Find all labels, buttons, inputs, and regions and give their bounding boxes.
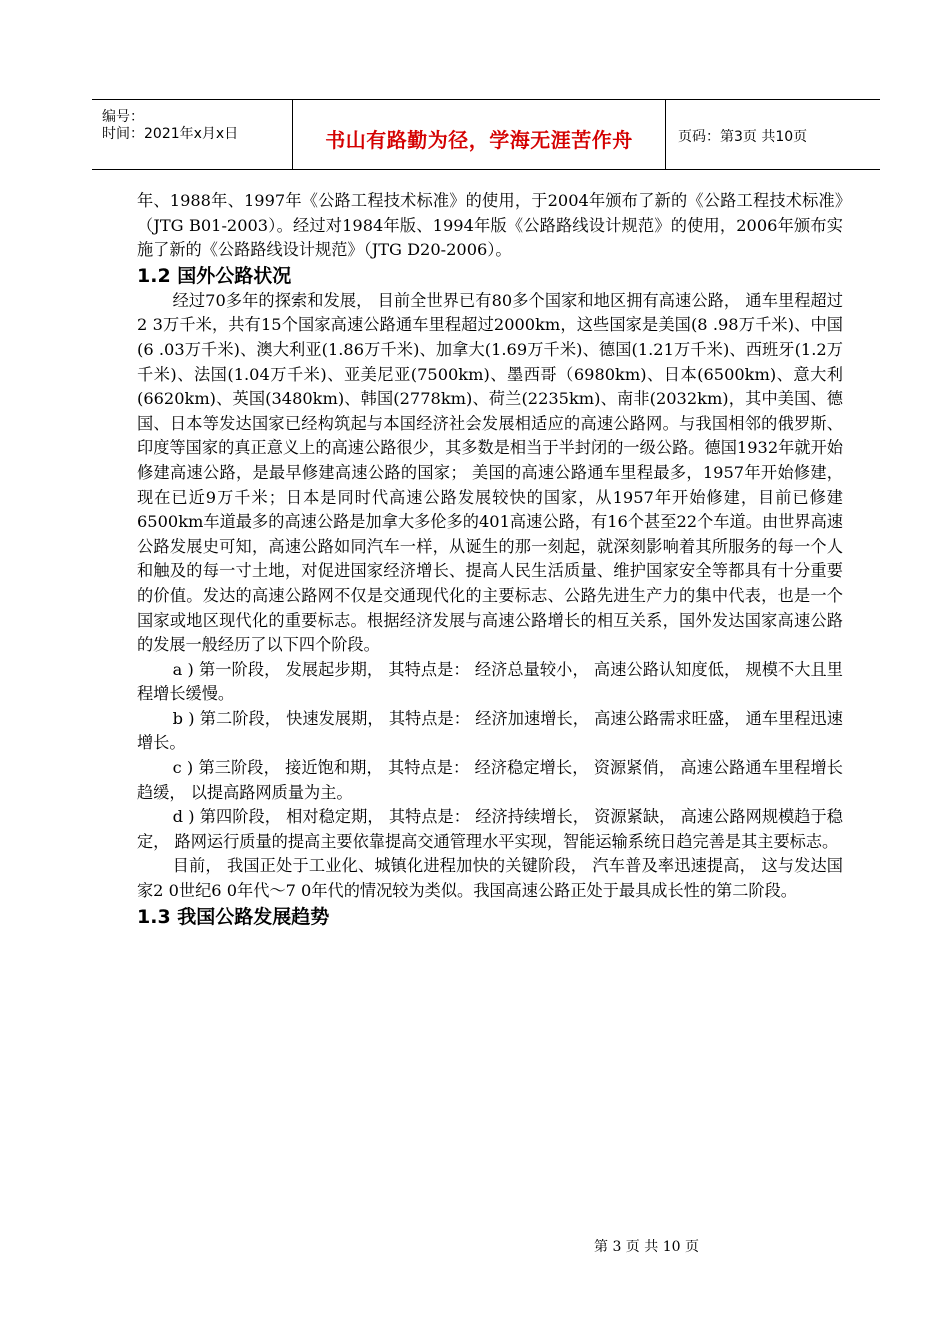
page-header xyxy=(92,99,880,170)
serial-number-label: 编号： xyxy=(102,109,144,125)
current-status-paragraph: 目前， 我国正处于工业化、城镇化进程加快的关键阶段， 汽车普及率迅速提高， 这与发达国家2 0世纪6 0年代～7 0年代的情况较为类似。我国高速公路正处于最具成长性的第二阶段。 xyxy=(137,856,843,901)
header-meta-cell xyxy=(92,100,293,169)
intro-paragraph: 年、1988年、1997年《公路工程技术标准》的使用，于2004年颁布了新的《公路工程技术标准》（JTG B01-2003）。经过对1984年版、1994年版《公路路线设计规范》的使用，2006年颁布实施了新的《公路路线设计规范》（JTG D20-2006）。 xyxy=(137,191,843,260)
section-heading-1-2: 1.2 国外公路状况 xyxy=(137,264,292,287)
time-label: 时间：2021年x月x日 xyxy=(102,126,239,142)
header-motto-cell xyxy=(293,100,666,169)
page-footer: 第 3 页 共 10 页 xyxy=(594,1239,699,1255)
section-heading-1-3: 1.3 我国公路发展趋势 xyxy=(137,905,330,928)
overseas-highways-paragraph: 经过70多年的探索和发展， 目前全世界已有80多个国家和地区拥有高速公路， 通车里程超过2 3万千米，共有15个国家高速公路通车里程超过2000km，这些国家是美国(8 .98万千米)、中国(6 .03万千米)、澳大利亚(1.86万千米)、加拿大(1.69万千米)、德国(1.21万千米)、西班牙(1.2万千米)、法国(1.04万千米)、亚美尼亚(7500km)、墨西哥（6980km)、日本(6500km)、意大利(6620km)、英国(3480km)、韩国(2778km)、荷兰(2235km)、南非(2032km)，其中美国、德国、日本等发达国家已经构筑起与本国经济社会发展相适应的高速公路网。与我国相邻的俄罗斯、印度等国家的真正意义上的高速公路很少，其多数是相当于半封闭的一级公路。德国1932年就开始修建高速公路，是最早修建高速公路的国家； 美国的高速公路通车里程最多，1957年开始修建，现在已近9万千米；日本是同时代高速公路发展较快的国家，从1957年开始修建，目前已修建6500km车道最多的高速公路是加拿大多伦多的401高速公路，有16个甚至22个车道。由世界高速公路发展史可知，高速公路如同汽车一样，从诞生的那一刻起，就深刻影响着其所服务的每一个人和触及的每一寸土地，对促进国家经济增长、提高人民生活质量、维护国家安全等都具有十分重要的价值。发达的高速公路网不仅是交通现代化的主要标志、公路先进生产力的集中代表，也是一个国家或地区现代化的重要标志。根据经济发展与高速公路增长的相互关系，国外发达国家高速公路的发展一般经历了以下四个阶段。 xyxy=(137,290,843,655)
stage-b-paragraph: b ) 第二阶段， 快速发展期， 其特点是： 经济加速增长， 高速公路需求旺盛， 通车里程迅速增长。 xyxy=(137,708,843,753)
header-page-cell xyxy=(666,100,880,169)
motto-text: 书山有路勤为径，学海无涯苦作舟 xyxy=(325,128,633,152)
stage-d-paragraph: d ) 第四阶段， 相对稳定期， 其特点是： 经济持续增长， 资源紧缺， 高速公路网规模趋于稳定， 路网运行质量的提高主要依靠提高交通管理水平实现，智能运输系统日趋完善是其主要标志。 xyxy=(137,807,843,851)
stage-c-paragraph: c ) 第三阶段， 接近饱和期， 其特点是： 经济稳定增长， 资源紧俏， 高速公路通车里程增长趋缓， 以提高路网质量为主。 xyxy=(137,758,843,802)
stage-a-paragraph: a ) 第一阶段， 发展起步期， 其特点是： 经济总量较小， 高速公路认知度低， 规模不大且里程增长缓慢。 xyxy=(137,659,843,704)
document-body xyxy=(137,189,843,930)
page-info: 页码：第3页 共10页 xyxy=(678,129,808,145)
